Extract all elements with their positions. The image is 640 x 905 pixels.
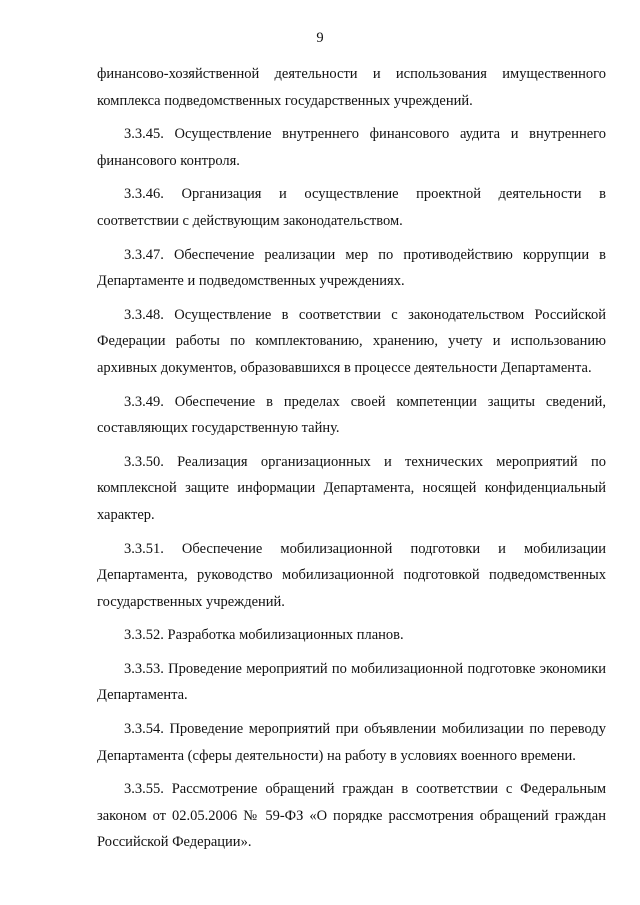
paragraph-3-3-50: 3.3.50. Реализация организационных и технических мероприятий по комплексной защите информации Департамента, носящей конфиденциальный характер. bbox=[97, 453, 606, 523]
paragraph-3-3-47: 3.3.47. Обеспечение реализации мер по противодействию коррупции в Департаменте и подведомственных учреждениях. bbox=[97, 246, 606, 290]
paragraph-3-3-51: 3.3.51. Обеспечение мобилизационной подготовки и мобилизации Департамента, руководство мобилизационной подготовкой подведомственных государственных учреждений. bbox=[97, 540, 606, 610]
document-body bbox=[97, 61, 606, 863]
paragraph-3-3-48: 3.3.48. Осуществление в соответствии с законодательством Российской Федерации работы по комплектованию, хранению, учету и использованию архивных документов, образовавшихся в процессе деятельности Департамента. bbox=[97, 306, 606, 376]
paragraph-continuation: финансово-хозяйственной деятельности и использования имущественного комплекса подведомственных государственных учреждений. bbox=[97, 66, 606, 109]
paragraph-3-3-54: 3.3.54. Проведение мероприятий при объявлении мобилизации по переводу Департамента (сферы деятельности) на работу в условиях военного времени. bbox=[97, 721, 606, 764]
page-number: 9 bbox=[316, 30, 324, 46]
paragraph-3-3-45: 3.3.45. Осуществление внутреннего финансового аудита и внутреннего финансового контроля. bbox=[97, 126, 606, 169]
paragraph-3-3-52: 3.3.52. Разработка мобилизационных планов. bbox=[124, 627, 404, 644]
paragraph-3-3-53: 3.3.53. Проведение мероприятий по мобилизационной подготовке экономики Департамента. bbox=[97, 660, 606, 704]
paragraph-3-3-55: 3.3.55. Рассмотрение обращений граждан в соответствии с Федеральным законом от 02.05.2006 № 59-ФЗ «О порядке рассмотрения обращений граждан Российской Федерации». bbox=[97, 781, 606, 851]
paragraph-3-3-46: 3.3.46. Организация и осуществление проектной деятельности в соответствии с действующим законодательством. bbox=[97, 186, 606, 229]
paragraph-3-3-49: 3.3.49. Обеспечение в пределах своей компетенции защиты сведений, составляющих государственную тайну. bbox=[97, 393, 606, 437]
